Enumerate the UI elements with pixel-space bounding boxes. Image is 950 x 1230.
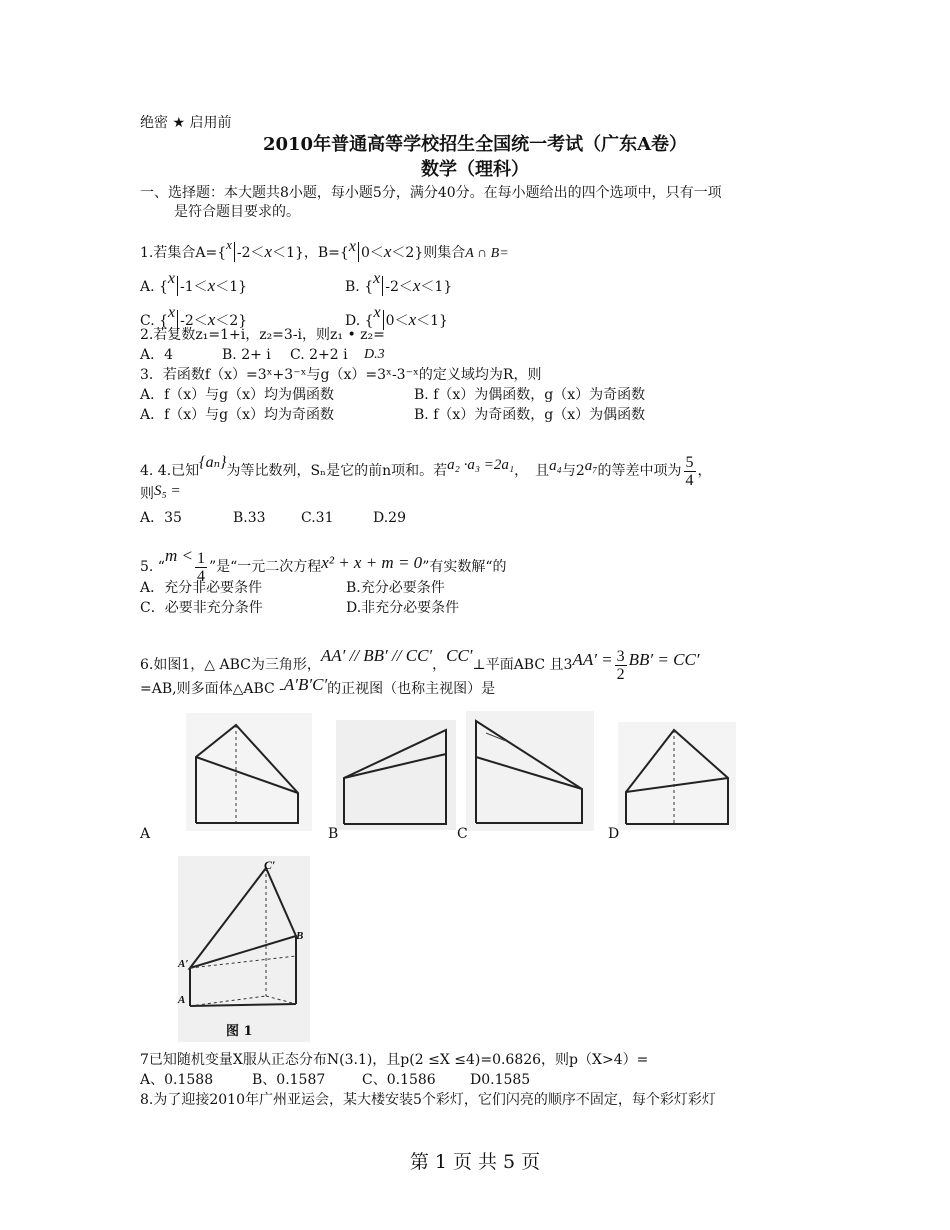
q6-bb: BB′ = CC′ [628, 650, 700, 669]
q1-var: x [373, 270, 381, 287]
q1-var: x [412, 276, 421, 295]
q4-a4: a₄ [549, 458, 562, 474]
fig1-label-c: C′ [264, 858, 276, 872]
q4-a7: a₇ [584, 458, 598, 474]
q1-var: x [373, 304, 381, 321]
exam-title: 2010年普通高等学校招生全国统一考试（广东A卷） [262, 134, 688, 155]
q7-option-c[interactable]: C、0.1586 [362, 1072, 436, 1088]
opt-text: ＜1} [416, 313, 448, 329]
q1-var: x [408, 310, 417, 329]
q6-abc: A′B′C′ [283, 675, 328, 694]
q1-var: x [348, 238, 356, 255]
section-instruction: 一、选择题：本大题共8小题，每小题5分，满分40分。在每小题给出的四个选项中，只有一项 [140, 185, 722, 201]
q6-fraction [615, 648, 627, 683]
set-bar [177, 276, 178, 296]
opt-text: D. { [345, 313, 374, 329]
question-4 [140, 444, 712, 490]
q3-option-b2[interactable]: B. f（x）为奇函数，g（x）为偶函数 [414, 407, 646, 423]
frac-num: 3 [616, 647, 625, 665]
q5-equation: x² + x + m = 0 [321, 553, 423, 572]
q6-parallel: AA′ // BB′ // CC′ [320, 646, 433, 665]
opt-text: ＜1} [420, 279, 453, 295]
q1-var: x [383, 242, 392, 261]
opt-text: -1＜ [180, 279, 208, 295]
star-icon: ★ [172, 115, 186, 131]
q4-option-b[interactable]: B.33 [233, 510, 266, 526]
question-4-line2 [140, 482, 181, 503]
fig1-label-a1: A′ [178, 958, 189, 970]
q4-text: 与2 [561, 463, 585, 479]
question-7: 7已知随机变量X服从正态分布N(3.1)，且p(2 ≤X ≤4)=0.6826，则p（X>4）= [140, 1052, 649, 1068]
q2-option-a[interactable]: A．4 [140, 347, 174, 363]
frac-den: 4 [196, 567, 205, 585]
section-instruction-cont: 是符合题目要求的。 [174, 204, 300, 220]
opt-text: -2＜ [385, 279, 413, 295]
frac-den: 2 [616, 665, 625, 683]
figure-label-c: C [457, 826, 468, 842]
q4-fraction [684, 454, 696, 489]
figure-1 [178, 856, 310, 1042]
set-bar [358, 242, 359, 262]
set-bar [234, 242, 235, 262]
q2-option-d[interactable]: D.3 [364, 347, 385, 362]
q2-option-b[interactable]: B. 2+ i [222, 347, 271, 363]
set-bar [382, 276, 383, 296]
secret-text: 绝密 [140, 115, 168, 131]
q5-text: ”是“一元二次方程 [208, 559, 322, 575]
q4-option-d[interactable]: D.29 [373, 510, 406, 526]
q5-option-a[interactable]: A．充分非必要条件 [140, 580, 263, 596]
opt-text: C. { [140, 313, 169, 329]
opt-text: 0＜ [385, 313, 409, 329]
q5-option-c[interactable]: C．必要非充分条件 [140, 600, 263, 616]
q4-text: ， [697, 463, 712, 479]
fig1-label-a: A [178, 994, 186, 1006]
q1-stem-part: -2＜ [236, 245, 265, 261]
exam-subtitle: 数学（理科） [421, 159, 529, 180]
opt-text: ＜2} [215, 313, 248, 329]
figure-label-a: A [140, 826, 151, 842]
frac-num: 5 [685, 453, 694, 471]
opt-text: -2＜ [180, 313, 208, 329]
figure-label-d: D [608, 826, 620, 842]
q4-s5: S₅ = [154, 483, 181, 499]
q5-text: ”有实数解“的 [422, 559, 507, 575]
q6-text: ⊥平面ABC 且3 [472, 657, 573, 673]
q4-text: 则 [140, 486, 154, 502]
q6-text: ， [432, 657, 447, 673]
opt-text: ＜1} [215, 279, 248, 295]
q1-stem-part: ＜2}则集合 [391, 245, 466, 261]
question-2: 2.若复数z₁=1+i，z₂=3-i，则z₁ • z₂= [140, 327, 385, 343]
q1-var: x [168, 304, 176, 321]
q6-text: =AB,则多面体△ABC - [140, 681, 284, 697]
q1-var: x [264, 242, 273, 261]
q1-option-b[interactable] [345, 270, 452, 296]
q6-text: 6.如图1，△ ABC为三角形， [140, 657, 321, 673]
q1-stem-part: A ∩ B= [465, 246, 509, 261]
q4-text: 为等比数列，Sₙ是它的前n项和。若 [226, 463, 448, 479]
q1-stem-part: 0＜ [360, 245, 384, 261]
figure-label-b: B [328, 826, 339, 842]
q1-var: x [167, 270, 176, 287]
q1-option-a[interactable] [140, 270, 247, 296]
q1-var: x [207, 310, 216, 329]
q5-text: 5. “ [140, 559, 165, 575]
q6-cc: CC′ [446, 646, 473, 665]
q4-condition: a₂ ·a₃ =2a₁ [447, 457, 515, 473]
frac-num: 1 [196, 549, 205, 567]
q5-option-b[interactable]: B.充分必要条件 [346, 580, 445, 596]
page-footer: 第 1 页 共 5 页 [409, 1151, 541, 1173]
figure-option-c[interactable] [466, 711, 594, 831]
q4-sequence: {aₙ} [199, 454, 227, 471]
q1-stem-part: ＜1}，B={ [272, 245, 349, 261]
question-1 [140, 236, 509, 263]
figure-1-drawing [178, 856, 310, 1042]
frac-den: 4 [685, 471, 694, 489]
q7-option-a[interactable]: A、0.1588 [140, 1072, 214, 1088]
q2-option-c[interactable]: C. 2+2 i [290, 347, 348, 363]
q3-option-b1[interactable]: B. f（x）为偶函数，g（x）为奇函数 [414, 387, 646, 403]
question-6-line2 [140, 676, 495, 698]
q4-option-c[interactable]: C.31 [301, 510, 334, 526]
q3-option-a1[interactable]: A．f（x）与g（x）均为偶函数 [140, 387, 335, 403]
figure-option-d[interactable] [618, 722, 736, 830]
q4-text: 4. 4.已知 [140, 463, 200, 479]
q1-var: x [226, 237, 232, 252]
q4-option-a[interactable]: A．35 [140, 510, 182, 526]
question-8: 8.为了迎接2010年广州亚运会，某大楼安装5个彩灯，它们闪亮的顺序不固定，每个彩灯彩灯 [140, 1092, 716, 1108]
q4-text: ， 且 [514, 463, 550, 479]
q5-m: m < [164, 546, 193, 565]
q6-aa: AA′ = [572, 650, 613, 669]
fig1-caption: 图 1 [226, 1024, 253, 1039]
opt-text: B. { [345, 279, 374, 295]
opt-text: A. { [140, 279, 168, 295]
q4-text: 的等差中项为 [597, 463, 682, 479]
secret-after-text: 启用前 [189, 115, 232, 131]
q1-var: x [207, 276, 216, 295]
q5-option-d[interactable]: D.非充分必要条件 [346, 600, 460, 616]
q7-option-b[interactable]: B、0.1587 [252, 1072, 326, 1088]
q1-stem-part: 1.若集合A={ [140, 245, 227, 261]
q6-text: 的正视图（也称主视图）是 [327, 681, 496, 697]
q3-option-a2[interactable]: A．f（x）与g（x）均为奇函数 [140, 407, 335, 423]
confidential-mark [140, 114, 231, 132]
question-3: 3．若函数f（x）=3ˣ+3⁻ˣ与g（x）=3ˣ-3⁻ˣ的定义域均为R，则 [140, 367, 542, 383]
figure-option-a[interactable] [186, 713, 312, 831]
q7-option-d[interactable]: D0.1585 [470, 1072, 531, 1088]
fig1-label-b: B [296, 930, 304, 942]
figure-option-b[interactable] [336, 720, 456, 830]
